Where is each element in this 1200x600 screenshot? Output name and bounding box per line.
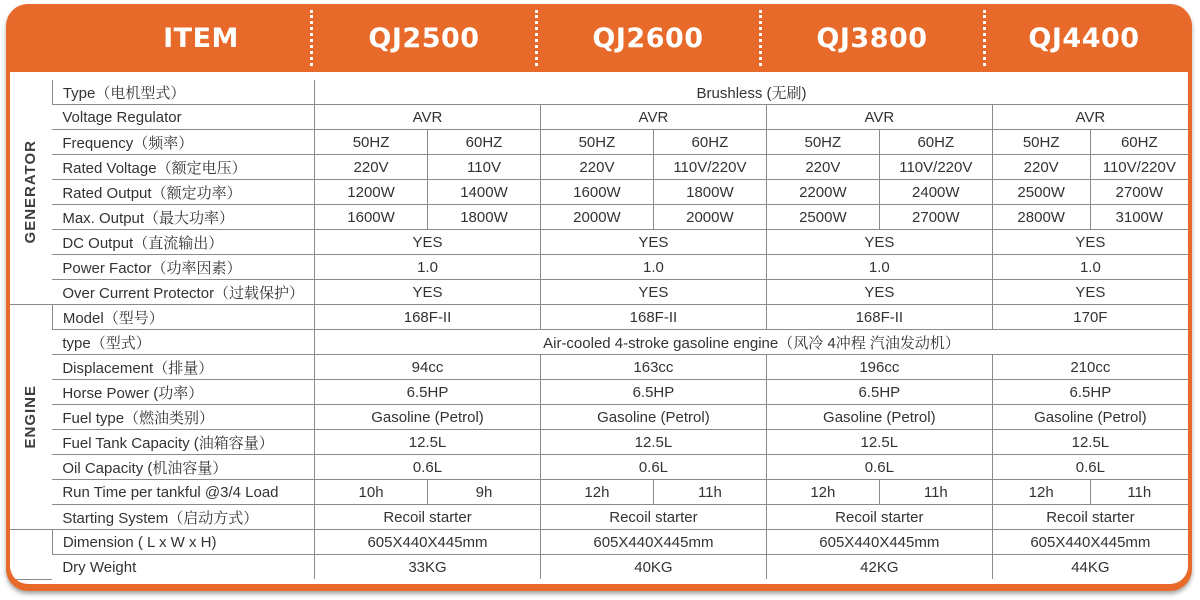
row-label: Run Time per tankful @3/4 Load — [52, 480, 314, 505]
table-cell: 2000W — [540, 205, 653, 230]
spec-card — [6, 4, 1192, 591]
group-engine — [10, 305, 52, 530]
table-cell: 0.6L — [992, 455, 1188, 480]
row-label: Model（型号） — [52, 305, 314, 330]
table-cell: 605X440X445mm — [992, 530, 1188, 555]
group-misc — [10, 530, 52, 580]
table-row — [10, 455, 1188, 480]
table-cell: Brushless (无刷) — [315, 80, 1188, 105]
table-cell: YES — [766, 230, 992, 255]
table-cell: 12.5L — [766, 430, 992, 455]
table-cell: 1600W — [540, 180, 653, 205]
table-cell: 11h — [653, 480, 766, 505]
header-model-qj4400: QJ4400 — [1028, 22, 1140, 54]
table-cell: 110V — [428, 155, 541, 180]
table-cell: 1800W — [653, 180, 766, 205]
row-label: Fuel type（燃油类别） — [52, 405, 314, 430]
table-row — [10, 80, 1188, 105]
table-cell: 60HZ — [1090, 130, 1188, 155]
table-cell: 6.5HP — [540, 380, 766, 405]
table-cell: AVR — [766, 105, 992, 130]
table-cell: 168F-II — [766, 305, 992, 330]
table-cell: 1800W — [428, 205, 541, 230]
table-cell: 220V — [766, 155, 879, 180]
table-cell: YES — [315, 230, 541, 255]
table-row — [10, 505, 1188, 530]
table-cell: YES — [992, 280, 1188, 305]
table-cell: 168F-II — [315, 305, 541, 330]
table-cell: 0.6L — [540, 455, 766, 480]
table-cell: 1.0 — [766, 255, 992, 280]
table-row — [10, 255, 1188, 280]
table-cell: 1200W — [315, 180, 428, 205]
row-label: Dry Weight — [52, 555, 314, 580]
table-cell: YES — [766, 280, 992, 305]
table-cell: YES — [992, 230, 1188, 255]
table-cell: 220V — [540, 155, 653, 180]
table-cell: 40KG — [540, 555, 766, 580]
table-row — [10, 280, 1188, 305]
table-cell: 110V/220V — [653, 155, 766, 180]
table-cell: 12h — [540, 480, 653, 505]
table-cell: 110V/220V — [1090, 155, 1188, 180]
table-cell: 12.5L — [540, 430, 766, 455]
table-cell: 605X440X445mm — [540, 530, 766, 555]
table-cell: 1.0 — [315, 255, 541, 280]
table-cell: 12h — [992, 480, 1090, 505]
table-cell: 220V — [315, 155, 428, 180]
table-cell: 2500W — [766, 205, 879, 230]
spec-table — [10, 80, 1188, 580]
table-cell: 12.5L — [315, 430, 541, 455]
table-cell: 1.0 — [540, 255, 766, 280]
table-cell: 0.6L — [766, 455, 992, 480]
table-cell: 94cc — [315, 355, 541, 380]
table-cell: 2200W — [766, 180, 879, 205]
table-cell: YES — [315, 280, 541, 305]
row-label: Rated Output（额定功率） — [52, 180, 314, 205]
table-row — [10, 155, 1188, 180]
table-cell: 33KG — [315, 555, 541, 580]
table-row — [10, 555, 1188, 580]
row-label: Rated Voltage（额定电压） — [52, 155, 314, 180]
row-label: Max. Output（最大功率） — [52, 205, 314, 230]
table-cell: 50HZ — [766, 130, 879, 155]
table-cell: 10h — [315, 480, 428, 505]
table-cell: 6.5HP — [992, 380, 1188, 405]
table-cell: AVR — [992, 105, 1188, 130]
table-cell: Gasoline (Petrol) — [315, 405, 541, 430]
table-cell: 12.5L — [992, 430, 1188, 455]
table-cell: 11h — [879, 480, 992, 505]
row-label: Fuel Tank Capacity (油箱容量） — [52, 430, 314, 455]
table-cell: AVR — [315, 105, 541, 130]
table-cell: 50HZ — [992, 130, 1090, 155]
table-header — [6, 4, 1192, 72]
header-model-qj2500: QJ2500 — [368, 22, 480, 54]
table-cell: 50HZ — [315, 130, 428, 155]
table-cell: 2700W — [879, 205, 992, 230]
table-cell: 605X440X445mm — [766, 530, 992, 555]
table-cell: Recoil starter — [540, 505, 766, 530]
table-cell: 196cc — [766, 355, 992, 380]
table-cell: 12h — [766, 480, 879, 505]
table-cell: 60HZ — [879, 130, 992, 155]
table-row — [10, 480, 1188, 505]
table-cell: 220V — [992, 155, 1090, 180]
header-model-qj3800: QJ3800 — [816, 22, 928, 54]
table-cell: 11h — [1090, 480, 1188, 505]
header-item: ITEM — [163, 22, 239, 54]
row-label: Frequency（频率） — [52, 130, 314, 155]
table-cell: 2400W — [879, 180, 992, 205]
table-cell: 210cc — [992, 355, 1188, 380]
table-row — [10, 405, 1188, 430]
table-cell: 44KG — [992, 555, 1188, 580]
table-cell: Gasoline (Petrol) — [992, 405, 1188, 430]
table-row — [10, 105, 1188, 130]
table-cell: 0.6L — [315, 455, 541, 480]
table-row — [10, 205, 1188, 230]
table-cell: Air-cooled 4-stroke gasoline engine（风冷 4冲程 汽油发动机） — [315, 330, 1188, 355]
table-cell: 168F-II — [540, 305, 766, 330]
table-cell: 2500W — [992, 180, 1090, 205]
table-cell: 1.0 — [992, 255, 1188, 280]
table-cell: 110V/220V — [879, 155, 992, 180]
group-label-generator: GENERATOR — [22, 140, 40, 244]
table-row — [10, 180, 1188, 205]
table-row — [10, 430, 1188, 455]
table-row — [10, 230, 1188, 255]
table-row — [10, 380, 1188, 405]
table-cell: 50HZ — [540, 130, 653, 155]
table-cell: 170F — [992, 305, 1188, 330]
table-cell: 1400W — [428, 180, 541, 205]
table-cell: 60HZ — [428, 130, 541, 155]
row-label: Over Current Protector（过载保护） — [52, 280, 314, 305]
table-row — [10, 305, 1188, 330]
group-generator — [10, 80, 52, 305]
table-cell: 3100W — [1090, 205, 1188, 230]
row-label: Voltage Regulator — [52, 105, 314, 130]
row-label: Oil Capacity (机油容量） — [52, 455, 314, 480]
table-cell: YES — [540, 230, 766, 255]
table-cell: 2000W — [653, 205, 766, 230]
table-cell: Gasoline (Petrol) — [540, 405, 766, 430]
table-cell: 6.5HP — [766, 380, 992, 405]
table-cell: AVR — [540, 105, 766, 130]
row-label: type（型式） — [52, 330, 314, 355]
table-cell: 42KG — [766, 555, 992, 580]
group-label-engine: ENGINE — [22, 385, 40, 449]
table-cell: 60HZ — [653, 130, 766, 155]
header-model-qj2600: QJ2600 — [592, 22, 704, 54]
table-cell: 9h — [428, 480, 541, 505]
table-cell: 1600W — [315, 205, 428, 230]
table-cell: Gasoline (Petrol) — [766, 405, 992, 430]
table-cell: YES — [540, 280, 766, 305]
row-label: DC Output（直流输出） — [52, 230, 314, 255]
row-label: Horse Power (功率） — [52, 380, 314, 405]
row-label: Displacement（排量） — [52, 355, 314, 380]
row-label: Type（电机型式） — [52, 80, 314, 105]
table-cell: 163cc — [540, 355, 766, 380]
table-cell: Recoil starter — [766, 505, 992, 530]
table-cell: Recoil starter — [315, 505, 541, 530]
table-row — [10, 330, 1188, 355]
row-label: Power Factor（功率因素） — [52, 255, 314, 280]
table-cell: 605X440X445mm — [315, 530, 541, 555]
table-cell: 2800W — [992, 205, 1090, 230]
table-row — [10, 530, 1188, 555]
table-cell: 6.5HP — [315, 380, 541, 405]
row-label: Dimension ( L x W x H) — [52, 530, 314, 555]
table-row — [10, 355, 1188, 380]
row-label: Starting System（启动方式） — [52, 505, 314, 530]
table-cell: 2700W — [1090, 180, 1188, 205]
table-body — [10, 72, 1188, 584]
table-cell: Recoil starter — [992, 505, 1188, 530]
table-row — [10, 130, 1188, 155]
